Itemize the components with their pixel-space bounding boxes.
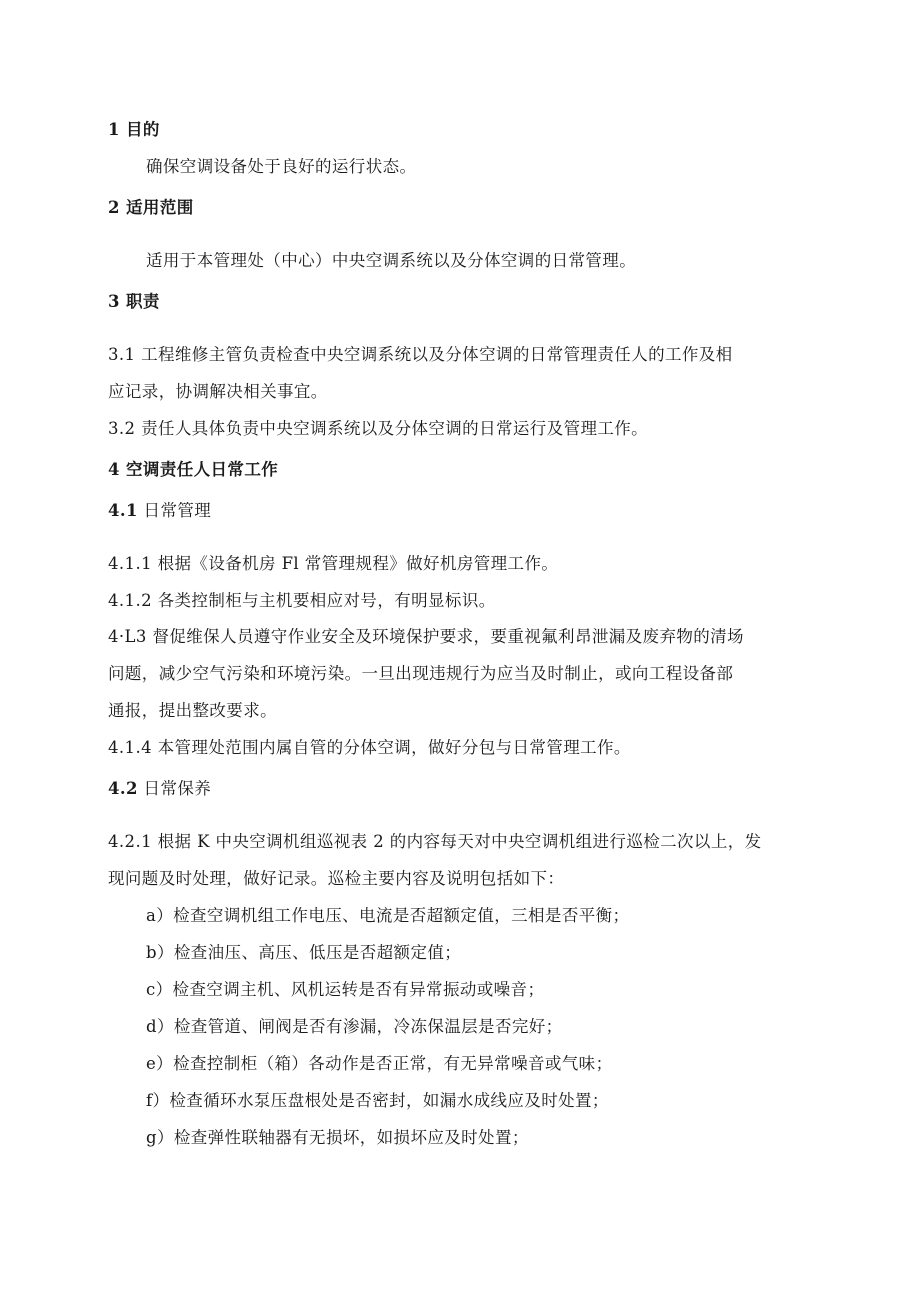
section-4-1-number: 4.1 bbox=[108, 501, 138, 520]
list-item: e）检查控制柜（箱）各动作是否正常，有无异常噪音或气味； bbox=[146, 1054, 613, 1073]
list-item: g）检查弹性联轴器有无损坏，如损坏应及时处置； bbox=[146, 1128, 529, 1147]
section-3-1-line-1: 3.1 工程维修主管负责检查中央空调系统以及分体空调的日常管理责任人的工作及相 bbox=[108, 345, 733, 364]
list-item: f）检查循环水泵压盘根处是否密封，如漏水成线应及时处置； bbox=[146, 1091, 609, 1110]
section-4-1-3-line-2: 问题，减少空气污染和环境污染。一旦出现违规行为应当及时制止，或向工程设备部 bbox=[108, 664, 734, 683]
list-item: d）检查管道、闸阀是否有渗漏，冷冻保温层是否完好； bbox=[146, 1017, 563, 1036]
section-3-2: 3.2 责任人具体负责中央空调系统以及分体空调的日常运行及管理工作。 bbox=[108, 419, 649, 438]
section-4-1-1: 4.1.1 根据《设备机房 Fl 常管理规程》做好机房管理工作。 bbox=[108, 554, 559, 573]
section-2-heading: 2 适用范围 bbox=[108, 198, 194, 217]
list-item: a）检查空调机组工作电压、电流是否超额定值，三相是否平衡； bbox=[146, 906, 630, 925]
section-4-2-number: 4.2 bbox=[108, 779, 138, 798]
section-4-2-1-line-1: 4.2.1 根据 K 中央空调机组巡视表 2 的内容每天对中央空调机组进行巡检二次以上，发 bbox=[108, 832, 762, 851]
section-4-1-4: 4.1.4 本管理处范围内属自管的分体空调，做好分包与日常管理工作。 bbox=[108, 738, 631, 757]
list-item: c）检查空调主机、风机运转是否有异常振动或噪音； bbox=[146, 980, 545, 999]
section-4-1-heading bbox=[108, 500, 211, 522]
section-4-1-3-line-3: 通报，提出整改要求。 bbox=[108, 701, 277, 720]
section-1-body: 确保空调设备处于良好的运行状态。 bbox=[146, 157, 417, 176]
section-4-1-3-line-1: 4·L3 督促维保人员遵守作业安全及环境保护要求，要重视氟利昂泄漏及废弃物的清场 bbox=[108, 627, 744, 646]
section-3-heading: 3 职责 bbox=[108, 292, 160, 311]
section-4-2-heading bbox=[108, 778, 211, 800]
list-item: b）检查油压、高压、低压是否超额定值； bbox=[146, 943, 462, 962]
section-4-2-title: 日常保养 bbox=[137, 779, 212, 798]
section-3-1-line-2: 应记录，协调解决相关事宜。 bbox=[108, 382, 328, 401]
section-4-1-title: 日常管理 bbox=[137, 501, 212, 520]
section-4-2-1-line-2: 现问题及时处理，做好记录。巡检主要内容及说明包括如下： bbox=[108, 869, 565, 888]
section-2-body: 适用于本管理处（中心）中央空调系统以及分体空调的日常管理。 bbox=[146, 251, 637, 270]
section-4-1-2: 4.1.2 各类控制柜与主机要相应对号，有明显标识。 bbox=[108, 591, 496, 610]
section-1-heading: 1 目的 bbox=[108, 120, 160, 139]
section-4-heading: 4 空调责任人日常工作 bbox=[108, 460, 279, 479]
